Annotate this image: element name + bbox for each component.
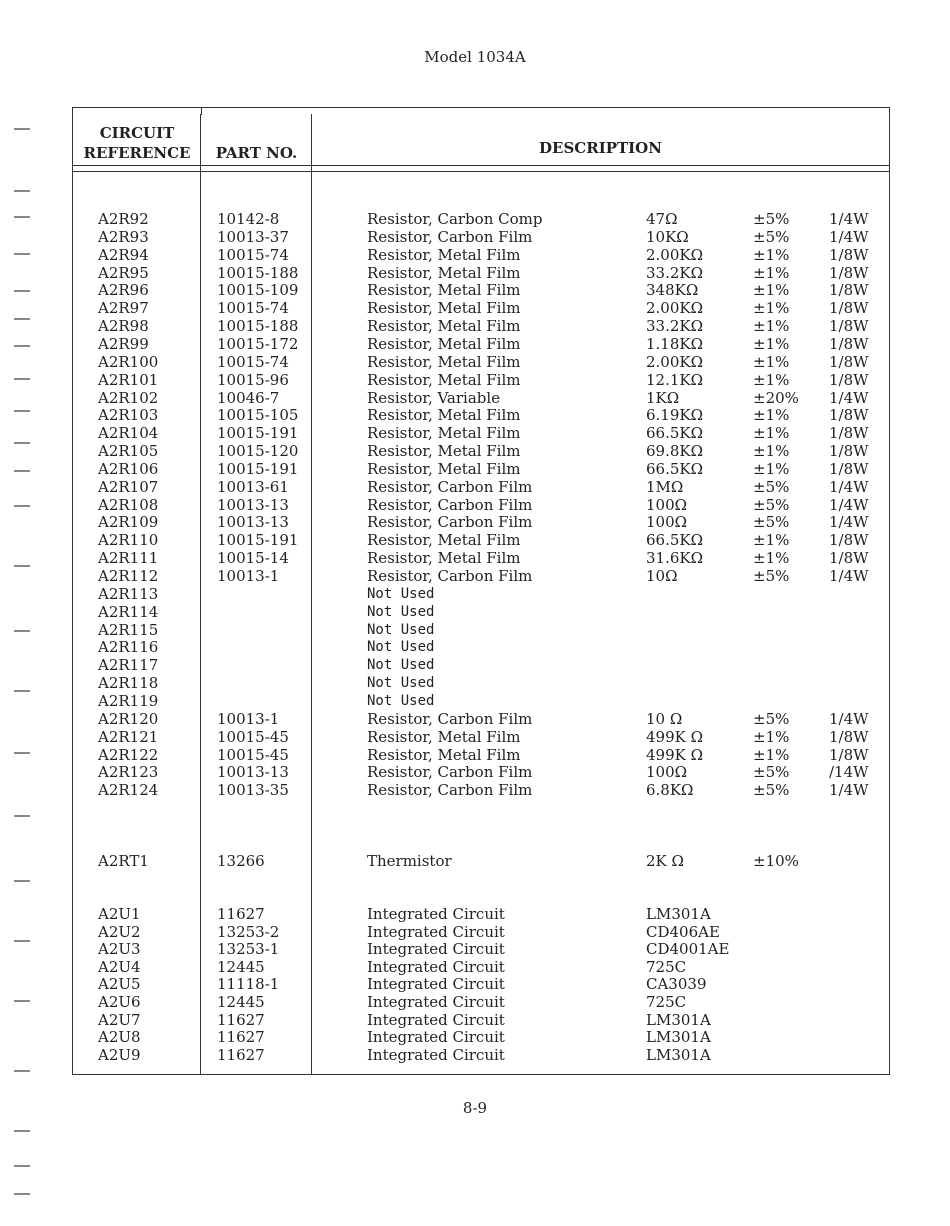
part-number-cell: 10013-35 xyxy=(217,781,289,800)
value-cell: 10Ω xyxy=(646,567,678,585)
table-row xyxy=(0,585,950,603)
circuit-ref-cell: A2R106 xyxy=(98,459,159,478)
value-cell: 33.2KΩ xyxy=(646,263,704,282)
part-number-cell: 10015-74 xyxy=(217,299,289,318)
power-rating-cell: 1/4W xyxy=(829,210,869,228)
table-row xyxy=(0,781,950,799)
description-cell: Integrated Circuit xyxy=(367,940,505,959)
circuit-ref-cell: A2R102 xyxy=(98,388,159,407)
margin-mark xyxy=(14,470,30,472)
table-row xyxy=(0,424,950,442)
value-cell: 1KΩ xyxy=(646,388,680,407)
margin-mark xyxy=(14,128,30,130)
margin-mark xyxy=(14,505,30,507)
description-cell: Resistor, Metal Film xyxy=(367,263,521,282)
circuit-ref-cell: A2R107 xyxy=(98,477,159,496)
part-number-cell: 11627 xyxy=(217,1010,265,1029)
part-number-cell: 11627 xyxy=(217,1045,265,1064)
circuit-ref-cell: A2R97 xyxy=(98,299,149,318)
value-cell: 33.2KΩ xyxy=(646,317,704,336)
table-row xyxy=(0,993,950,1011)
part-number-cell: 10015-96 xyxy=(217,370,289,389)
circuit-ref-cell: A2R99 xyxy=(98,334,149,353)
description-cell: Integrated Circuit xyxy=(367,1045,505,1064)
tolerance-cell: ±1% xyxy=(753,727,790,746)
circuit-ref-cell: A2R121 xyxy=(98,727,159,746)
table-row xyxy=(0,531,950,549)
value-cell: CD4001AE xyxy=(646,940,730,959)
value-cell: 725C xyxy=(646,993,687,1011)
part-number-cell: 10013-13 xyxy=(217,763,289,782)
tolerance-cell: ±5% xyxy=(753,477,790,496)
power-rating-cell: 1/8W xyxy=(829,334,869,353)
description-cell: Resistor, Variable xyxy=(367,388,501,407)
part-number-cell: 10046-7 xyxy=(217,388,280,407)
part-number-cell: 10015-45 xyxy=(217,727,289,746)
part-number-cell: 12445 xyxy=(217,957,265,976)
margin-mark xyxy=(14,345,30,347)
tolerance-cell: ±5% xyxy=(753,763,790,782)
tolerance-cell: ±1% xyxy=(753,406,790,425)
description-cell: Resistor, Metal Film xyxy=(367,459,521,478)
margin-mark xyxy=(14,940,30,942)
value-cell: 10KΩ xyxy=(646,227,689,246)
table-row xyxy=(0,975,950,993)
table-row xyxy=(0,656,950,674)
part-number-cell: 10013-61 xyxy=(217,477,289,496)
description-cell: Resistor, Carbon Film xyxy=(367,495,533,514)
margin-mark xyxy=(14,1070,30,1072)
circuit-ref-cell: A2R116 xyxy=(98,638,159,657)
page-number: 8-9 xyxy=(462,1099,488,1117)
value-cell: CA3039 xyxy=(646,975,707,994)
tolerance-cell: ±10% xyxy=(753,852,799,870)
circuit-ref-cell: A2U1 xyxy=(98,905,141,923)
table-row xyxy=(0,389,950,407)
part-number-cell: 10015-109 xyxy=(217,281,299,300)
value-cell: 499K Ω xyxy=(646,745,704,764)
power-rating-cell: 1/8W xyxy=(829,263,869,282)
description-cell: Resistor, Carbon Film xyxy=(367,227,533,246)
margin-mark xyxy=(14,190,30,192)
table-row xyxy=(0,335,950,353)
table-row xyxy=(0,746,950,764)
margin-mark xyxy=(14,752,30,754)
power-rating-cell: 1/4W xyxy=(829,513,869,532)
part-number-cell: 10015-14 xyxy=(217,549,289,568)
power-rating-cell: 1/8W xyxy=(829,442,869,461)
circuit-ref-cell: A2RT1 xyxy=(98,852,149,870)
power-rating-cell: /14W xyxy=(829,763,869,782)
table-row xyxy=(0,228,950,246)
binding-margin-marks xyxy=(0,0,40,1226)
circuit-ref-cell: A2R96 xyxy=(98,281,149,300)
circuit-ref-cell: A2R108 xyxy=(98,495,159,514)
description-cell: Resistor, Metal Film xyxy=(367,745,521,764)
power-rating-cell: 1/8W xyxy=(829,370,869,389)
table-row xyxy=(0,1046,950,1064)
description-cell: Resistor, Carbon Film xyxy=(367,709,533,728)
circuit-ref-cell: A2R124 xyxy=(98,781,159,800)
tolerance-cell: ±1% xyxy=(753,334,790,353)
power-rating-cell: 1/8W xyxy=(829,406,869,425)
circuit-ref-cell: A2R118 xyxy=(98,674,159,693)
value-cell: LM301A xyxy=(646,1010,711,1029)
tolerance-cell: ±5% xyxy=(753,227,790,246)
part-number-cell: 10015-188 xyxy=(217,263,299,282)
value-cell: 6.8KΩ xyxy=(646,781,694,800)
table-row xyxy=(0,406,950,424)
margin-mark xyxy=(14,378,30,380)
tolerance-cell: ±1% xyxy=(753,317,790,336)
description-cell: Resistor, Metal Film xyxy=(367,370,521,389)
value-cell: 2.00KΩ xyxy=(646,299,704,318)
description-cell: Integrated Circuit xyxy=(367,975,505,994)
value-cell: 100Ω xyxy=(646,513,688,532)
part-number-cell: 10015-45 xyxy=(217,745,289,764)
circuit-ref-cell: A2R114 xyxy=(98,602,159,621)
margin-mark xyxy=(14,410,30,412)
table-row xyxy=(0,210,950,228)
part-number-cell: 10142-8 xyxy=(217,210,280,228)
circuit-ref-cell: A2R122 xyxy=(98,745,159,764)
part-number-cell: 10015-191 xyxy=(217,459,299,478)
margin-mark xyxy=(14,442,30,444)
circuit-ref-cell: A2R113 xyxy=(98,584,159,603)
description-cell: Integrated Circuit xyxy=(367,957,505,976)
tolerance-cell: ±1% xyxy=(753,245,790,264)
margin-mark xyxy=(14,1130,30,1132)
value-cell: 100Ω xyxy=(646,495,688,514)
margin-mark xyxy=(14,565,30,567)
table-row xyxy=(0,852,950,870)
table-row xyxy=(0,674,950,692)
circuit-ref-cell: A2R94 xyxy=(98,245,149,264)
value-cell: 2.00KΩ xyxy=(646,245,704,264)
power-rating-cell: 1/4W xyxy=(829,781,869,800)
part-number-cell: 11627 xyxy=(217,1028,265,1047)
table-row xyxy=(0,692,950,710)
circuit-ref-cell: A2R109 xyxy=(98,513,159,532)
description-cell: Resistor, Metal Film xyxy=(367,281,521,300)
table-row xyxy=(0,513,950,531)
table-row xyxy=(0,567,950,585)
tolerance-cell: ±1% xyxy=(753,442,790,461)
circuit-ref-cell: A2U9 xyxy=(98,1045,141,1064)
description-cell: Thermistor xyxy=(367,852,452,870)
description-cell: Resistor, Metal Film xyxy=(367,317,521,336)
part-number-cell: 10013-13 xyxy=(217,513,289,532)
tolerance-cell: ±5% xyxy=(753,781,790,800)
margin-mark xyxy=(14,253,30,255)
table-row xyxy=(0,1028,950,1046)
description-cell: Not Used xyxy=(367,675,435,692)
part-number-cell: 10015-105 xyxy=(217,406,299,425)
tolerance-cell: ±1% xyxy=(753,281,790,300)
value-cell: 31.6KΩ xyxy=(646,549,704,568)
table-row xyxy=(0,442,950,460)
margin-mark xyxy=(14,318,30,320)
part-number-cell: 12445 xyxy=(217,993,265,1011)
description-cell: Not Used xyxy=(367,585,435,602)
tolerance-cell: ±1% xyxy=(753,299,790,318)
description-cell: Resistor, Metal Film xyxy=(367,727,521,746)
table-row xyxy=(0,940,950,958)
table-row xyxy=(0,281,950,299)
page-title: Model 1034A xyxy=(424,48,526,66)
value-cell: 725C xyxy=(646,957,687,976)
circuit-ref-cell: A2R112 xyxy=(98,567,159,585)
tolerance-cell: ±1% xyxy=(753,745,790,764)
circuit-ref-cell: A2U4 xyxy=(98,957,141,976)
power-rating-cell: 1/8W xyxy=(829,727,869,746)
circuit-ref-cell: A2R104 xyxy=(98,424,159,443)
part-number-cell: 10015-188 xyxy=(217,317,299,336)
power-rating-cell: 1/8W xyxy=(829,745,869,764)
value-cell: 499K Ω xyxy=(646,727,704,746)
circuit-ref-cell: A2R111 xyxy=(98,549,159,568)
part-number-cell: 10015-191 xyxy=(217,424,299,443)
power-rating-cell: 1/4W xyxy=(829,227,869,246)
table-row xyxy=(0,603,950,621)
table-row xyxy=(0,958,950,976)
tolerance-cell: ±5% xyxy=(753,210,790,228)
circuit-ref-cell: A2R115 xyxy=(98,620,159,639)
description-cell: Resistor, Metal Film xyxy=(367,406,521,425)
circuit-ref-cell: A2R103 xyxy=(98,406,159,425)
power-rating-cell: 1/8W xyxy=(829,424,869,443)
power-rating-cell: 1/4W xyxy=(829,477,869,496)
power-rating-cell: 1/8W xyxy=(829,352,869,371)
description-cell: Resistor, Carbon Film xyxy=(367,477,533,496)
description-cell: Not Used xyxy=(367,603,435,620)
part-number-cell: 10013-1 xyxy=(217,567,280,585)
header-part-no: PART NO. xyxy=(215,144,298,162)
tolerance-cell: ±1% xyxy=(753,263,790,282)
value-cell: 6.19KΩ xyxy=(646,406,704,425)
description-cell: Resistor, Metal Film xyxy=(367,531,521,550)
value-cell: 47Ω xyxy=(646,210,678,228)
tolerance-cell: ±5% xyxy=(753,513,790,532)
circuit-ref-cell: A2U3 xyxy=(98,940,141,959)
circuit-ref-cell: A2R119 xyxy=(98,691,159,710)
value-cell: 69.8KΩ xyxy=(646,442,704,461)
description-cell: Resistor, Metal Film xyxy=(367,442,521,461)
description-cell: Not Used xyxy=(367,639,435,656)
margin-mark xyxy=(14,815,30,817)
table-row xyxy=(0,246,950,264)
part-number-cell: 10015-191 xyxy=(217,531,299,550)
table-row xyxy=(0,763,950,781)
circuit-ref-cell: A2U8 xyxy=(98,1028,141,1047)
part-number-cell: 10015-74 xyxy=(217,245,289,264)
table-row xyxy=(0,710,950,728)
margin-mark xyxy=(14,1165,30,1167)
value-cell: CD406AE xyxy=(646,922,720,941)
description-cell: Resistor, Carbon Film xyxy=(367,513,533,532)
circuit-ref-cell: A2U2 xyxy=(98,922,141,941)
part-number-cell: 11118-1 xyxy=(217,975,280,994)
value-cell: 66.5KΩ xyxy=(646,459,704,478)
power-rating-cell: 1/8W xyxy=(829,531,869,550)
circuit-ref-cell: A2R117 xyxy=(98,656,159,675)
value-cell: 348KΩ xyxy=(646,281,699,300)
part-number-cell: 13253-2 xyxy=(217,922,280,941)
value-cell: 1MΩ xyxy=(646,477,684,496)
description-cell: Resistor, Carbon Comp xyxy=(367,210,543,228)
circuit-ref-cell: A2U7 xyxy=(98,1010,141,1029)
header-ref-line1: CIRCUIT xyxy=(99,124,175,142)
table-row xyxy=(0,478,950,496)
circuit-ref-cell: A2R92 xyxy=(98,210,149,228)
circuit-ref-cell: A2R100 xyxy=(98,352,159,371)
table-row xyxy=(0,371,950,389)
description-cell: Resistor, Metal Film xyxy=(367,352,521,371)
description-cell: Resistor, Carbon Film xyxy=(367,567,533,585)
circuit-ref-cell: A2R110 xyxy=(98,531,159,550)
tolerance-cell: ±20% xyxy=(753,388,799,407)
margin-mark xyxy=(14,1000,30,1002)
table-row xyxy=(0,638,950,656)
table-row xyxy=(0,621,950,639)
part-number-cell: 11627 xyxy=(217,905,265,923)
tolerance-cell: ±1% xyxy=(753,352,790,371)
power-rating-cell: 1/4W xyxy=(829,495,869,514)
description-cell: Resistor, Carbon Film xyxy=(367,763,533,782)
part-number-cell: 10013-37 xyxy=(217,227,289,246)
tolerance-cell: ±1% xyxy=(753,549,790,568)
value-cell: LM301A xyxy=(646,1028,711,1047)
tolerance-cell: ±5% xyxy=(753,709,790,728)
description-cell: Resistor, Metal Film xyxy=(367,549,521,568)
margin-mark xyxy=(14,216,30,218)
table-row xyxy=(0,923,950,941)
description-cell: Not Used xyxy=(367,621,435,638)
value-cell: 2.00KΩ xyxy=(646,352,704,371)
table-row xyxy=(0,496,950,514)
power-rating-cell: 1/8W xyxy=(829,317,869,336)
power-rating-cell: 1/4W xyxy=(829,388,869,407)
margin-mark xyxy=(14,690,30,692)
part-number-cell: 10015-120 xyxy=(217,442,299,461)
table-row xyxy=(0,549,950,567)
tolerance-cell: ±1% xyxy=(753,531,790,550)
tolerance-cell: ±5% xyxy=(753,495,790,514)
description-cell: Integrated Circuit xyxy=(367,905,505,923)
value-cell: 66.5KΩ xyxy=(646,531,704,550)
power-rating-cell: 1/4W xyxy=(829,567,869,585)
table-row xyxy=(0,299,950,317)
margin-mark xyxy=(14,630,30,632)
description-cell: Integrated Circuit xyxy=(367,993,505,1011)
description-cell: Not Used xyxy=(367,657,435,674)
circuit-ref-cell: A2R123 xyxy=(98,763,159,782)
power-rating-cell: 1/8W xyxy=(829,459,869,478)
part-number-cell: 13266 xyxy=(217,852,265,870)
margin-mark xyxy=(14,1193,30,1195)
tolerance-cell: ±1% xyxy=(753,424,790,443)
power-rating-cell: 1/8W xyxy=(829,549,869,568)
part-number-cell: 10015-74 xyxy=(217,352,289,371)
circuit-ref-cell: A2U5 xyxy=(98,975,141,994)
value-cell: 2K Ω xyxy=(646,852,684,870)
table-row xyxy=(0,317,950,335)
value-cell: LM301A xyxy=(646,905,711,923)
header-description: DESCRIPTION xyxy=(539,139,662,157)
circuit-ref-cell: A2R93 xyxy=(98,227,149,246)
value-cell: LM301A xyxy=(646,1045,711,1064)
description-cell: Integrated Circuit xyxy=(367,1028,505,1047)
tolerance-cell: ±1% xyxy=(753,370,790,389)
table-row xyxy=(0,1011,950,1029)
part-number-cell: 10015-172 xyxy=(217,334,299,353)
value-cell: 66.5KΩ xyxy=(646,424,704,443)
table-row xyxy=(0,460,950,478)
tolerance-cell: ±5% xyxy=(753,567,790,585)
description-cell: Not Used xyxy=(367,692,435,709)
table-row xyxy=(0,353,950,371)
description-cell: Resistor, Metal Film xyxy=(367,334,521,353)
power-rating-cell: 1/8W xyxy=(829,281,869,300)
power-rating-cell: 1/4W xyxy=(829,709,869,728)
circuit-ref-cell: A2R120 xyxy=(98,709,159,728)
table-row xyxy=(0,728,950,746)
circuit-ref-cell: A2U6 xyxy=(98,993,141,1011)
circuit-ref-cell: A2R95 xyxy=(98,263,149,282)
header-ref-line2: REFERENCE xyxy=(83,144,191,162)
table-row xyxy=(0,264,950,282)
table-row xyxy=(0,905,950,923)
power-rating-cell: 1/8W xyxy=(829,299,869,318)
value-cell: 100Ω xyxy=(646,763,688,782)
circuit-ref-cell: A2R101 xyxy=(98,370,159,389)
description-cell: Resistor, Carbon Film xyxy=(367,781,533,800)
description-cell: Resistor, Metal Film xyxy=(367,424,521,443)
margin-mark xyxy=(14,880,30,882)
value-cell: 12.1KΩ xyxy=(646,370,704,389)
description-cell: Integrated Circuit xyxy=(367,1010,505,1029)
part-number-cell: 13253-1 xyxy=(217,940,280,959)
circuit-ref-cell: A2R98 xyxy=(98,317,149,336)
power-rating-cell: 1/8W xyxy=(829,245,869,264)
circuit-ref-cell: A2R105 xyxy=(98,442,159,461)
description-cell: Resistor, Metal Film xyxy=(367,299,521,318)
value-cell: 1.18KΩ xyxy=(646,334,704,353)
margin-mark xyxy=(14,290,30,292)
value-cell: 10 Ω xyxy=(646,709,683,728)
part-number-cell: 10013-1 xyxy=(217,709,280,728)
tolerance-cell: ±1% xyxy=(753,459,790,478)
part-number-cell: 10013-13 xyxy=(217,495,289,514)
description-cell: Integrated Circuit xyxy=(367,922,505,941)
description-cell: Resistor, Metal Film xyxy=(367,245,521,264)
